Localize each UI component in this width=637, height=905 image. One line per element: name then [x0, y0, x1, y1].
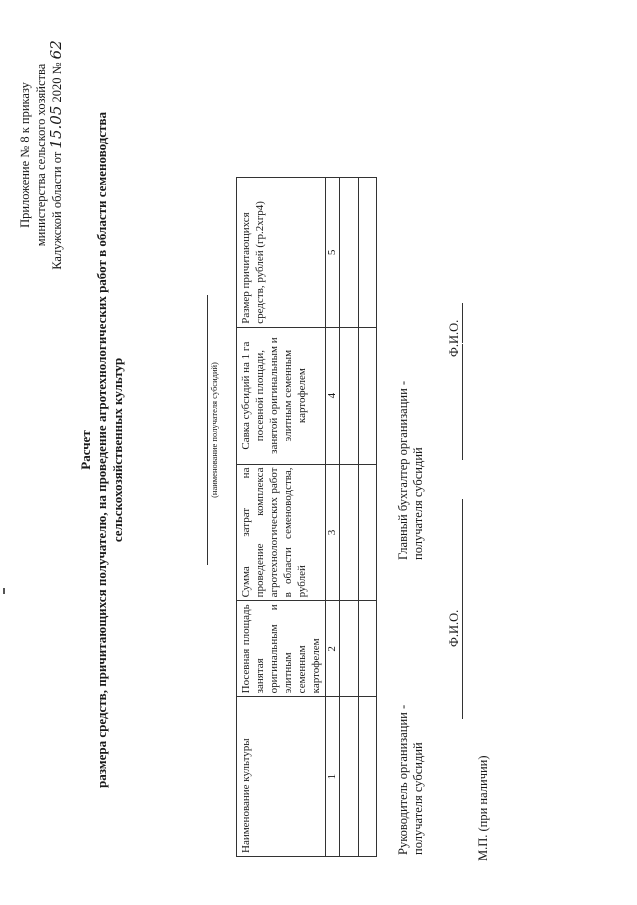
accountant-signature-line-1 — [462, 344, 463, 460]
header-note-line3-prefix: Калужской области от — [50, 151, 64, 270]
column-header-crop: Наименование культуры — [237, 697, 326, 857]
accountant-title-line1: Главный бухгалтер организации - — [396, 380, 410, 560]
stamp-note: М.П. (при наличии) — [476, 755, 490, 861]
header-note-year: 2020 — [50, 77, 64, 103]
head-fio: Ф.И.О. — [447, 609, 461, 647]
title-line2: размера средств, причитающихся получателю, на проведение агротехнологических работ в области семеноводства — [94, 111, 109, 789]
column-number: 3 — [326, 464, 340, 601]
header-note-line2: министерства сельского хозяйства — [33, 63, 48, 247]
table-cell — [340, 601, 359, 697]
table-cell — [359, 697, 377, 857]
table-cell — [359, 601, 377, 697]
table-cell — [340, 697, 359, 857]
accountant-fio: Ф.И.О. — [447, 319, 461, 357]
handwritten-number: 62 — [47, 40, 65, 60]
head-signature-title — [396, 635, 426, 855]
table-cell — [359, 327, 377, 464]
column-number: 5 — [326, 178, 340, 328]
recipient-label: (наименование получателя субсидий) — [209, 362, 219, 498]
column-header-rate: Савка субсидий на 1 га посевной площади, занятой оригинальным и элитным семенным картофелем — [237, 327, 326, 464]
header-note-number-prefix: № — [50, 62, 64, 75]
column-number: 4 — [326, 327, 340, 464]
table-cell — [359, 464, 377, 601]
table-row — [359, 178, 377, 857]
table-cell — [340, 464, 359, 601]
table-header-row — [237, 178, 326, 857]
recipient-name-line — [207, 295, 208, 565]
accountant-title-line2: получателя субсидий — [411, 447, 425, 560]
header-note-line1: Приложение № 8 к приказу — [18, 82, 32, 228]
header-note — [18, 35, 66, 275]
table-cell — [340, 178, 359, 328]
column-header-costs: Сумма затрат на проведение комплекса агротехнологических работ в области семеноводства, рублей — [237, 464, 326, 601]
table-cell — [359, 178, 377, 328]
calculation-table — [236, 177, 377, 857]
column-header-amount: Размер причитающихся средств, рублей (гр.2хгр4) — [237, 178, 326, 328]
column-header-area: Посевная площадь занятая оригинальным и элитным семенным картофелем — [237, 601, 326, 697]
header-note-line3 — [49, 35, 66, 275]
handwritten-date: 15.05 — [47, 105, 65, 149]
title-line3: сельскохозяйственных культур — [110, 357, 125, 543]
table-cell — [340, 327, 359, 464]
accountant-signature-title — [396, 300, 426, 560]
head-title-line1: Руководитель организации - — [396, 704, 410, 855]
table-row — [340, 178, 359, 857]
head-signature-line — [462, 499, 463, 719]
head-title-line2: получателя субсидий — [411, 742, 425, 855]
table-number-row — [326, 178, 340, 857]
column-number: 2 — [326, 601, 340, 697]
accountant-signature-line-2 — [462, 303, 463, 343]
column-number: 1 — [326, 697, 340, 857]
document-title — [78, 35, 126, 865]
scan-mark — [3, 588, 5, 594]
title-line1: Расчет — [78, 430, 93, 470]
